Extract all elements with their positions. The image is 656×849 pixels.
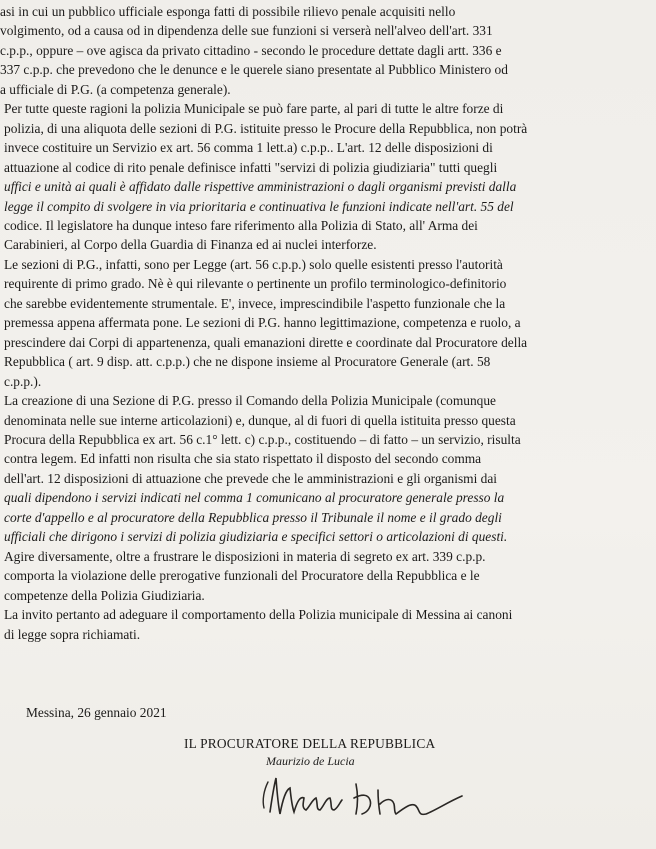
handwritten-signature [258,768,478,828]
signatory-name: Maurizio de Lucia [266,754,355,768]
body-line: contra legem. Ed infatti non risulta che sia stato rispettato il disposto del secondo comma [4,451,482,467]
body-line: dell'art. 12 disposizioni di attuazione che prevede che le amministrazioni e gli organismi dai [4,470,498,486]
body-line [0,177,648,196]
body-line: c.p.p.). [4,373,42,389]
body-line: La invito pertanto ad adeguare il comportamento della Polizia municipale di Messina ai canoni [4,607,513,623]
italic-passage: uffici e unità ai quali è affidato dalle rispettive amministrazioni o dagli organismi previsti dalla [4,179,517,195]
body-line [0,488,648,507]
body-line: a ufficiale di P.G. (a competenza generale). [0,81,231,97]
body-line: 337 c.p.p. che prevedono che le denunce e le querele siano presentate al Pubblico Ministero od [0,62,508,78]
body-line: Per tutte queste ragioni la polizia Municipale se può fare parte, al pari di tutte le altre forze di [4,101,504,117]
body-line: Procura della Repubblica ex art. 56 c.1° lett. c) c.p.p., costituendo – di fatto – un servizio, risulta [4,431,521,447]
body-line [0,527,648,546]
body-line: che sarebbe evidentemente strumentale. E', invece, imprescindibile l'aspetto funzionale che la [4,295,506,311]
letter-body [0,2,648,644]
body-line: requirente di primo grado. Nè è qui rilevante o pertinente un profilo terminologico-definitorio [4,276,507,292]
italic-passage: corte d'appello e al procuratore della Repubblica presso il Tribunale il nome e il grado degli [4,509,502,525]
italic-passage: ufficiali che dirigono i servizi di polizia giudiziaria e specifici settori o articolazioni di questi. [4,529,508,545]
body-line: premessa appena affermata pone. Le sezioni di P.G. hanno legittimazione, competenza e ruolo, a [4,315,521,331]
body-line: La creazione di una Sezione di P.G. presso il Comando della Polizia Municipale (comunque [4,393,496,409]
body-line: denominata nelle sue interne articolazioni) e, dunque, al di fuori di quella istituita presso questa [4,412,516,428]
body-line: attuazione al codice di rito penale definisce infatti "servizi di polizia giudiziaria" tutti quegli [4,159,498,175]
body-line [0,197,648,216]
body-line: comporta la violazione delle prerogative funzionali del Procuratore della Repubblica e le [4,568,480,584]
body-line: invece costituire un Servizio ex art. 56 comma 1 lett.a) c.p.p.. L'art. 12 delle disposizioni di [4,140,493,156]
italic-passage: legge il compito di svolgere in via prioritaria e continuativa le funzioni indicate nell'art. 55 del [4,198,514,214]
body-line: Carabinieri, al Corpo della Guardia di Finanza ed ai nuclei interforze. [4,237,377,253]
body-line: competenze della Polizia Giudiziaria. [4,587,205,603]
italic-passage: quali dipendono i servizi indicati nel comma 1 comunicano al procuratore generale presso la [4,490,505,506]
body-line: prescindere dai Corpi di appartenenza, quali emanazioni dirette e coordinate dal Procuratore della [4,334,528,350]
body-line: Le sezioni di P.G., infatti, sono per Legge (art. 56 c.p.p.) solo quelle esistenti presso l'autorità [4,256,503,272]
signatory-title: IL PROCURATORE DELLA REPUBBLICA [184,736,436,751]
body-line: volgimento, od a causa od in dipendenza delle sue funzioni si verserà nell'alveo dell'art. 331 [0,23,493,39]
body-line: polizia, di una aliquota delle sezioni di P.G. istituite presso le Procure della Repubblica, non potrà [4,120,528,136]
body-line: Agire diversamente, oltre a frustrare le disposizioni in materia di segreto ex art. 339 c.p.p. [4,548,486,564]
body-line: Repubblica ( art. 9 disp. att. c.p.p.) che ne dispone insieme al Procuratore Generale (art. 58 [4,354,491,370]
body-line: asi in cui un pubblico ufficiale esponga fatti di possibile rilievo penale acquisiti nello [0,4,456,19]
letter-date: Messina, 26 gennaio 2021 [26,705,167,720]
body-line [0,508,648,527]
body-line: codice. Il legislatore ha dunque inteso fare riferimento alla Polizia di Stato, all' Arma dei [4,217,478,233]
body-line: c.p.p., oppure – ove agisca da privato cittadino - secondo le procedure dettate dagli artt. 336 e [0,42,502,58]
body-line: di legge sopra richiamati. [4,626,141,642]
